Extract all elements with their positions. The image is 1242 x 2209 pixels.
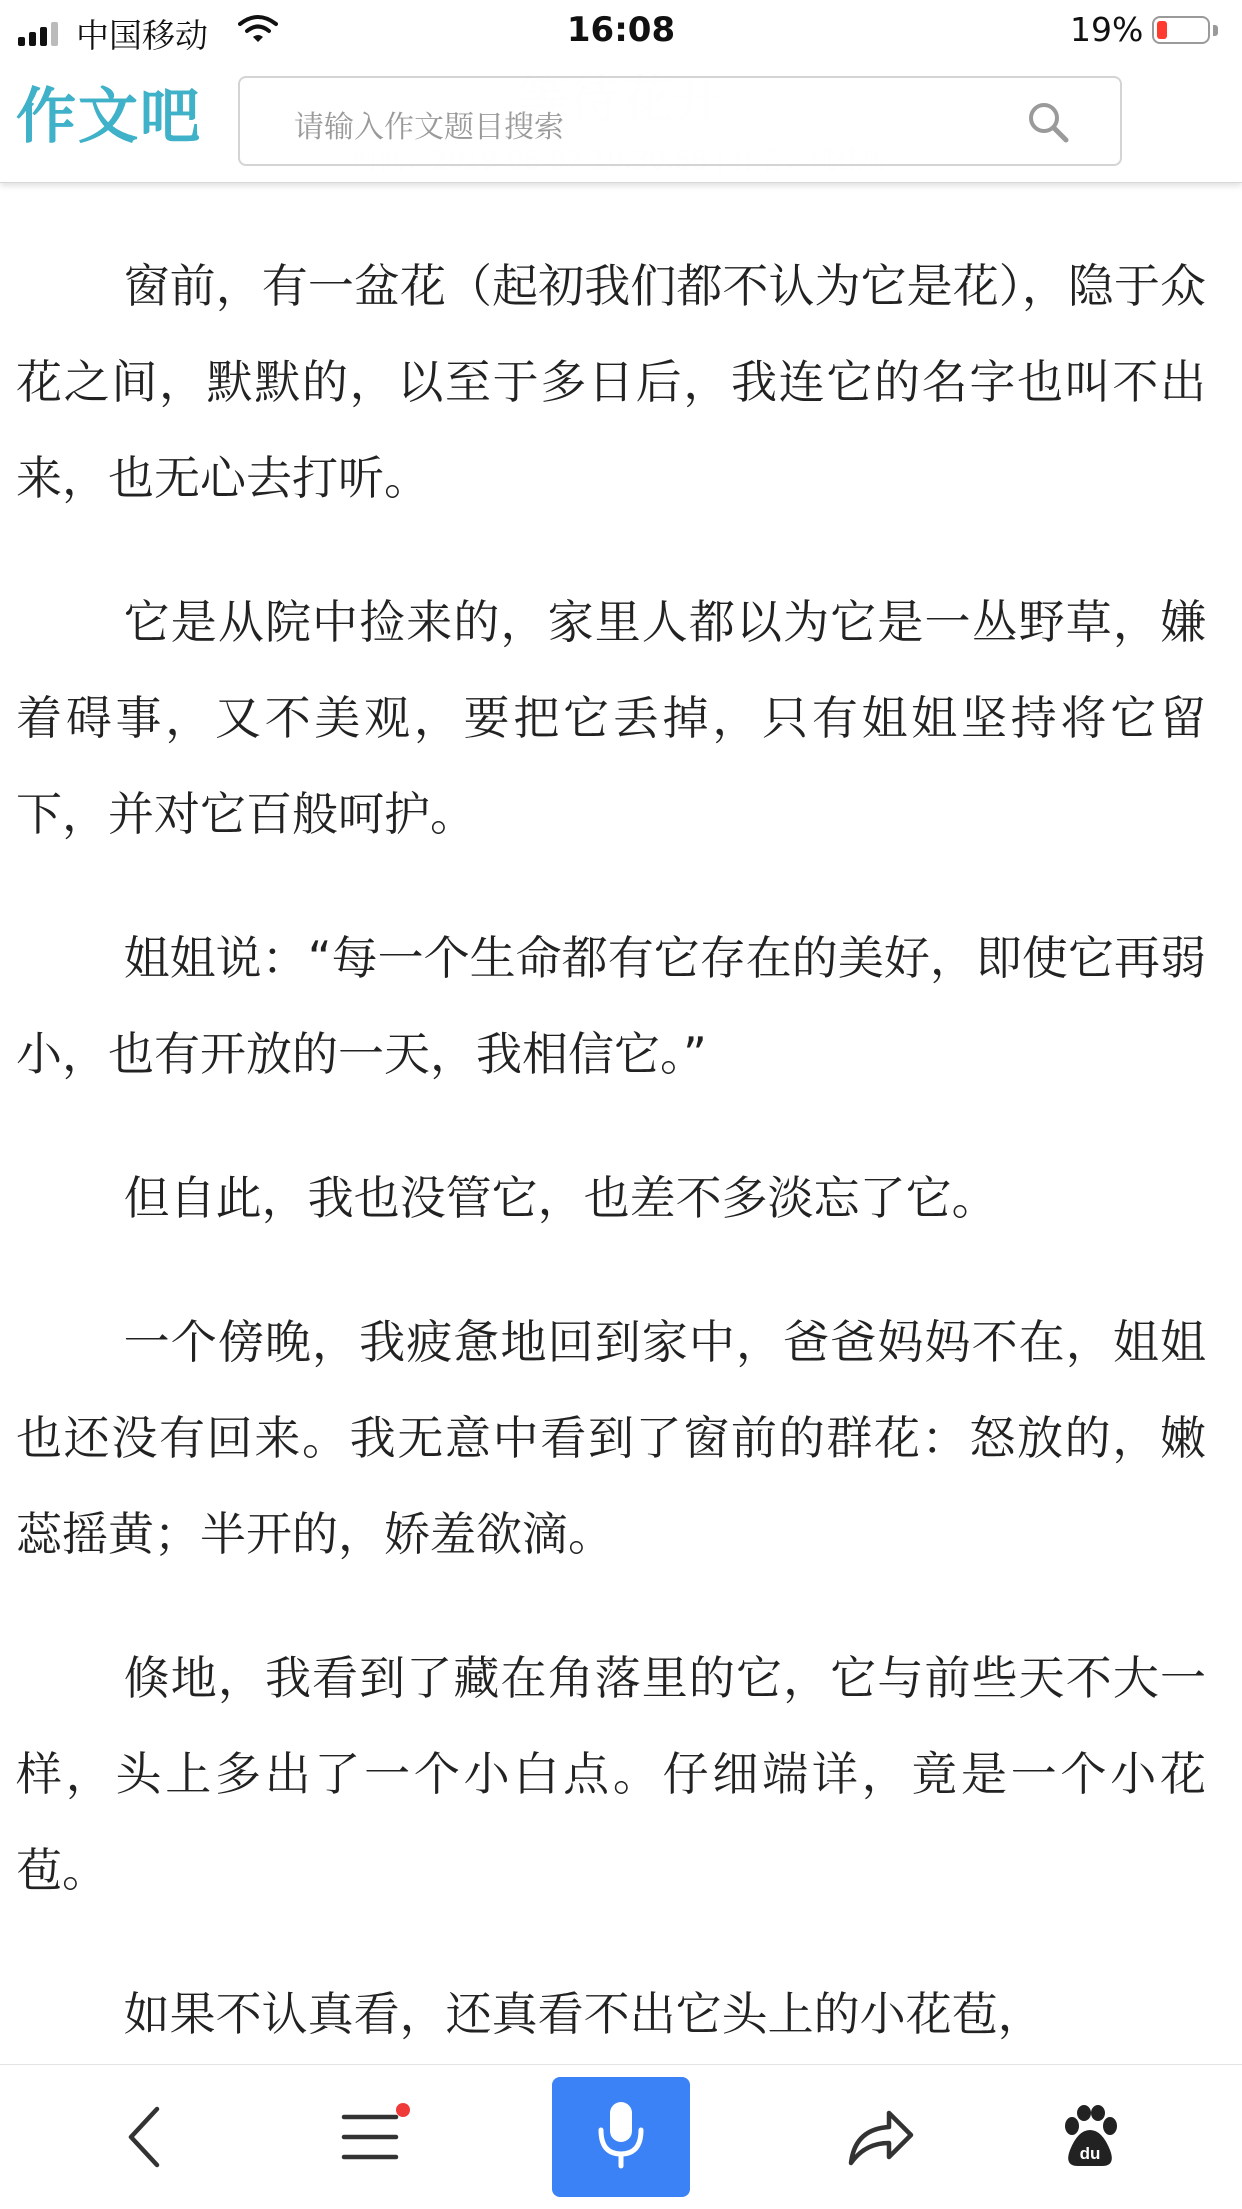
article-paragraph: 姐姐说：“每一个生命都有它存在的美好，即使它再弱小，也有开放的一天，我相信它。” (16, 931, 1206, 1081)
svg-text:du: du (1079, 2144, 1101, 2163)
status-bar (0, 0, 1242, 62)
share-icon[interactable] (830, 2065, 930, 2209)
clock: 16:08 (566, 10, 676, 50)
back-icon[interactable] (100, 2065, 190, 2209)
site-logo[interactable]: 作文吧 (16, 82, 202, 152)
menu-icon[interactable] (320, 2065, 420, 2209)
article-paragraph: 窗前，有一盆花（起初我们都不认为它是花），隐于众花之间，默默的，以至于多日后，我连它的名字也叫不出来，也无心去打听。 (16, 259, 1206, 505)
article-paragraph: 它是从院中捡来的，家里人都以为它是一丛野草，嫌着碍事，又不美观，要把它丢掉，只有姐姐坚持将它留下，并对它百般呵护。 (16, 595, 1206, 841)
battery-percent: 19% (1070, 10, 1144, 49)
article-paragraph: 但自此，我也没管它，也差不多淡忘了它。 (123, 1171, 998, 1225)
voice-search-button[interactable] (552, 2077, 690, 2197)
article-paragraph: 一个傍晚，我疲惫地回到家中，爸爸妈妈不在，姐姐也还没有回来。我无意中看到了窗前的群花：怒放的，嫩蕊摇黄；半开的，娇羞欲滴。 (16, 1315, 1206, 1561)
baidu-paw-icon[interactable] (1040, 2065, 1140, 2209)
search-icon[interactable] (1026, 100, 1070, 148)
article-paragraph: 倏地，我看到了藏在角落里的它，它与前些天不大一样，头上多出了一个小白点。仔细端详，竟是一个小花苞。 (16, 1651, 1206, 1897)
microphone-icon (596, 2100, 646, 2174)
site-header (0, 62, 1242, 183)
search-input[interactable] (238, 76, 1122, 166)
carrier-name: 中国移动 (76, 16, 208, 55)
search-placeholder: 请输入作文题目搜索 (294, 110, 564, 145)
notification-dot (396, 2103, 410, 2117)
bottom-toolbar (0, 2064, 1242, 2209)
article-body (16, 238, 1206, 2110)
battery-icon (1152, 16, 1210, 44)
article-paragraph: 如果不认真看，还真看不出它头上的小花苞， (123, 1987, 1044, 2041)
